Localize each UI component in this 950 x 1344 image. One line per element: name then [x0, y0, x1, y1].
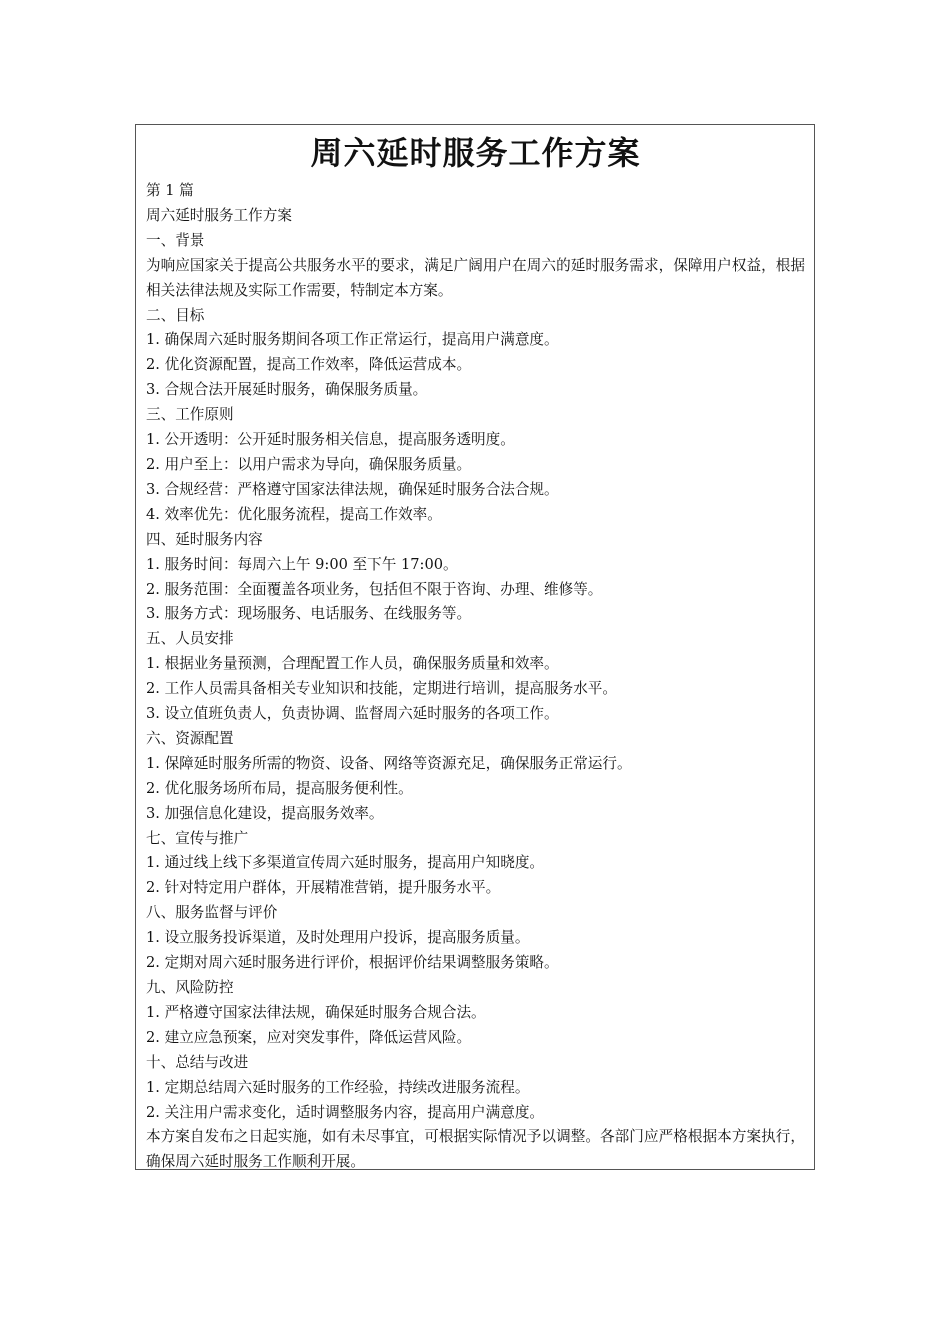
list-item: 1. 服务时间：每周六上午 9:00 至下午 17:00。 — [146, 555, 458, 573]
list-item: 2. 用户至上：以用户需求为导向，确保服务质量。 — [146, 455, 472, 473]
section-heading: 九、风险防控 — [146, 979, 234, 996]
list-item: 1. 确保周六延时服务期间各项工作正常运行，提高用户满意度。 — [146, 331, 559, 349]
list-item: 4. 效率优先：优化服务流程，提高工作效率。 — [146, 505, 442, 523]
section-heading: 六、资源配置 — [146, 729, 234, 747]
section-heading: 四、延时服务内容 — [146, 530, 263, 548]
list-item: 1. 保障延时服务所需的物资、设备、网络等资源充足，确保服务正常运行。 — [146, 754, 632, 772]
list-item: 2. 优化资源配置，提高工作效率，降低运营成本。 — [146, 356, 472, 374]
list-item: 1. 通过线上线下多渠道宣传周六延时服务，提高用户知晓度。 — [146, 854, 545, 872]
section-heading: 五、人员安排 — [146, 630, 234, 648]
list-item: 2. 优化服务场所布局，提高服务便利性。 — [146, 779, 413, 797]
section-heading: 三、工作原则 — [146, 406, 234, 424]
body-paragraph: 本方案自发布之日起实施，如有未尽事宜，可根据实际情况予以调整。各部门应严格根据本方案执行，确保周六延时服务工作顺利开展。 — [146, 1128, 805, 1171]
list-item: 1. 设立服务投诉渠道，及时处理用户投诉，提高服务质量。 — [146, 929, 530, 947]
list-item: 1. 公开透明：公开延时服务相关信息，提高服务透明度。 — [146, 431, 515, 449]
list-item: 2. 工作人员需具备相关专业知识和技能，定期进行培训，提高服务水平。 — [146, 680, 617, 698]
section-heading: 八、服务监督与评价 — [146, 904, 278, 922]
body-line: 周六延时服务工作方案 — [146, 206, 292, 224]
list-item: 3. 加强信息化建设，提高服务效率。 — [146, 804, 384, 822]
list-item: 1. 根据业务量预测，合理配置工作人员，确保服务质量和效率。 — [146, 655, 559, 673]
body-line: 第 1 篇 — [146, 182, 194, 199]
section-heading: 一、背景 — [146, 231, 205, 249]
list-item: 2. 针对特定用户群体，开展精准营销，提升服务水平。 — [146, 879, 501, 897]
list-item: 2. 关注用户需求变化，适时调整服务内容，提高用户满意度。 — [146, 1103, 545, 1121]
list-item: 1. 定期总结周六延时服务的工作经验，持续改进服务流程。 — [146, 1078, 530, 1096]
list-item: 3. 合规经营：严格遵守国家法律法规，确保延时服务合法合规。 — [146, 480, 559, 498]
section-heading: 十、总结与改进 — [146, 1053, 249, 1071]
list-item: 3. 设立值班负责人，负责协调、监督周六延时服务的各项工作。 — [146, 705, 559, 723]
list-item: 1. 严格遵守国家法律法规，确保延时服务合规合法。 — [146, 1003, 486, 1021]
document-body — [146, 179, 805, 1175]
section-heading: 二、目标 — [146, 306, 205, 324]
list-item: 2. 建立应急预案，应对突发事件，降低运营风险。 — [146, 1028, 472, 1046]
list-item: 2. 服务范围：全面覆盖各项业务，包括但不限于咨询、办理、维修等。 — [146, 580, 603, 598]
section-heading: 七、宣传与推广 — [146, 829, 249, 847]
document-frame — [135, 124, 815, 1170]
body-paragraph: 为响应国家关于提高公共服务水平的要求，满足广阔用户在周六的延时服务需求，保障用户权益，根据相关法律法规及实际工作需要，特制定本方案。 — [146, 256, 805, 299]
list-item: 2. 定期对周六延时服务进行评价，根据评价结果调整服务策略。 — [146, 954, 559, 972]
document-title: 周六延时服务工作方案 — [310, 134, 641, 172]
list-item: 3. 合规合法开展延时服务，确保服务质量。 — [146, 381, 428, 399]
list-item: 3. 服务方式：现场服务、电话服务、在线服务等。 — [146, 605, 472, 623]
